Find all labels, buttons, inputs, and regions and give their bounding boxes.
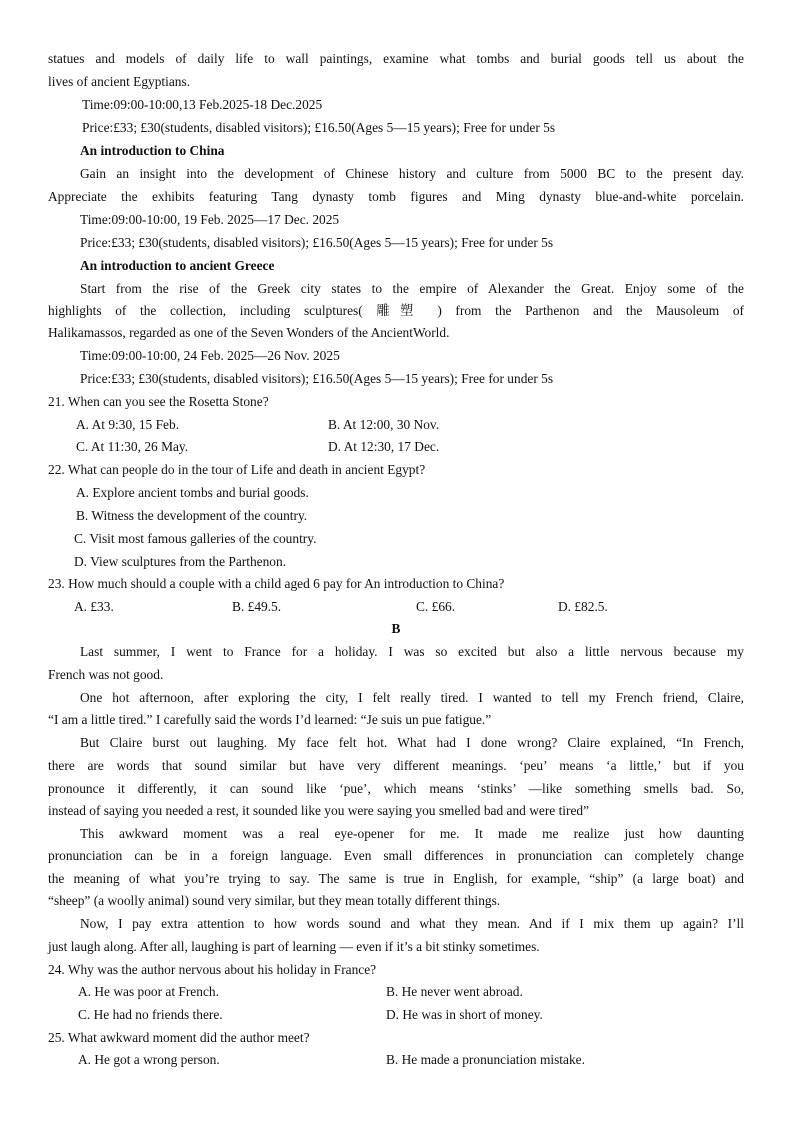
egypt-price: Price:£33; £30(students, disabled visitors); £16.50(Ages 5—15 years); Free for under 5s bbox=[82, 120, 556, 135]
q25-option-a[interactable]: A. He got a wrong person. bbox=[78, 1052, 220, 1067]
q22-option-a[interactable]: A. Explore ancient tombs and burial goods. bbox=[76, 485, 309, 500]
q22-option-d[interactable]: D. View sculptures from the Parthenon. bbox=[74, 554, 287, 569]
q21-option-a[interactable]: A. At 9:30, 15 Feb. bbox=[76, 417, 180, 432]
egypt-desc-line-2: lives of ancient Egyptians. bbox=[48, 74, 191, 89]
passage-b-p3-line-4: instead of saying you needed a rest, it sounded like you were saying you smelled bad and were tired” bbox=[48, 803, 590, 818]
q21-option-d[interactable]: D. At 12:30, 17 Dec. bbox=[328, 439, 440, 454]
q24-option-a[interactable]: A. He was poor at French. bbox=[78, 984, 219, 999]
q24-option-c[interactable]: C. He had no friends there. bbox=[78, 1007, 223, 1022]
passage-b-p5-line-1: Now, I pay extra attention to how words sound and what they mean. And if I mix them up again? I’ll bbox=[80, 916, 744, 931]
q22-stem: 22. What can people do in the tour of Life and death in ancient Egypt? bbox=[48, 462, 426, 477]
q23-option-d[interactable]: D. £82.5. bbox=[558, 599, 608, 614]
q23-option-b[interactable]: B. £49.5. bbox=[232, 599, 282, 614]
passage-b-p4-line-4: “sheep” (a woolly animal) sound very similar, but they mean totally different things. bbox=[48, 893, 501, 908]
q25-option-b[interactable]: B. He made a pronunciation mistake. bbox=[386, 1052, 585, 1067]
passage-b-p3-line-1: But Claire burst out laughing. My face felt hot. What had I done wrong? Claire explained, “In French, bbox=[80, 735, 744, 750]
china-desc-line-2: Appreciate the exhibits featuring Tang dynasty tomb figures and Ming dynasty blue-and-white porcelain. bbox=[48, 189, 744, 204]
passage-b-p3-line-2: there are words that sound similar but have very different meanings. ‘peu’ means ‘a little,’ but if you bbox=[48, 758, 744, 773]
china-time: Time:09:00-10:00, 19 Feb. 2025—17 Dec. 2025 bbox=[80, 212, 340, 227]
q23-option-c[interactable]: C. £66. bbox=[416, 599, 456, 614]
passage-b-p5-line-2: just laugh along. After all, laughing is part of learning — even if it’s a bit stinky sometimes. bbox=[48, 939, 540, 954]
greece-desc-line-3: Halikamassos, regarded as one of the Seven Wonders of the AncientWorld. bbox=[48, 325, 450, 340]
passage-b-p1-line-2: French was not good. bbox=[48, 667, 164, 682]
greece-desc-line-2: highlights of the collection, including sculptures( 雕塑 ) from the Parthenon and the Mausoleum of bbox=[48, 303, 744, 318]
q24-option-b[interactable]: B. He never went abroad. bbox=[386, 984, 523, 999]
q22-option-b[interactable]: B. Witness the development of the country. bbox=[76, 508, 308, 523]
passage-b-p2-line-2: “I am a little tired.” I carefully said the words I’d learned: “Je suis un pue fatigue.” bbox=[48, 712, 492, 727]
passage-b-p2-line-1: One hot afternoon, after exploring the city, I felt really tired. I wanted to tell my French friend, Claire, bbox=[80, 690, 744, 705]
q21-option-b[interactable]: B. At 12:00, 30 Nov. bbox=[328, 417, 440, 432]
passage-b-p4-line-1: This awkward moment was a real eye-opener for me. It made me realize just how daunting bbox=[80, 826, 744, 841]
passage-b-p4-line-2: pronunciation can be in a foreign language. Even small differences in pronunciation can completely change bbox=[48, 848, 744, 863]
greece-desc-line-1: Start from the rise of the Greek city states to the empire of Alexander the Great. Enjoy some of the bbox=[80, 281, 744, 296]
china-heading: An introduction to China bbox=[80, 143, 225, 158]
q22-option-c[interactable]: C. Visit most famous galleries of the country. bbox=[74, 531, 317, 546]
passage-b-p4-line-3: the meaning of what you’re trying to say. The same is true in English, for example, “ship” (a large boat) and bbox=[48, 871, 744, 886]
greece-heading: An introduction to ancient Greece bbox=[80, 258, 275, 273]
china-desc-line-1: Gain an insight into the development of Chinese history and culture from 5000 BC to the present day. bbox=[80, 166, 744, 181]
greece-time: Time:09:00-10:00, 24 Feb. 2025—26 Nov. 2025 bbox=[80, 348, 340, 363]
passage-b-p3-line-3: pronounce it differently, it can sound like ‘pue’, which means ‘stinks’ —like something smells bad. So, bbox=[48, 781, 744, 796]
q21-stem: 21. When can you see the Rosetta Stone? bbox=[48, 394, 269, 409]
q23-option-a[interactable]: A. £33. bbox=[74, 599, 114, 614]
greece-price: Price:£33; £30(students, disabled visitors); £16.50(Ages 5—15 years); Free for under 5s bbox=[80, 371, 554, 386]
egypt-time: Time:09:00-10:00,13 Feb.2025-18 Dec.2025 bbox=[82, 97, 323, 112]
egypt-desc-line-1: statues and models of daily life to wall paintings, examine what tombs and burial goods tell us about the bbox=[48, 51, 744, 66]
china-price: Price:£33; £30(students, disabled visitors); £16.50(Ages 5—15 years); Free for under 5s bbox=[80, 235, 554, 250]
q24-option-d[interactable]: D. He was in short of money. bbox=[386, 1007, 543, 1022]
q23-stem: 23. How much should a couple with a child aged 6 pay for An introduction to China? bbox=[48, 576, 505, 591]
q21-option-c[interactable]: C. At 11:30, 26 May. bbox=[76, 439, 189, 454]
q24-stem: 24. Why was the author nervous about his holiday in France? bbox=[48, 962, 377, 977]
q25-stem: 25. What awkward moment did the author meet? bbox=[48, 1030, 310, 1045]
passage-b-p1-line-1: Last summer, I went to France for a holiday. I was so excited but also a little nervous because my bbox=[80, 644, 744, 659]
section-b-label: B bbox=[391, 621, 401, 636]
